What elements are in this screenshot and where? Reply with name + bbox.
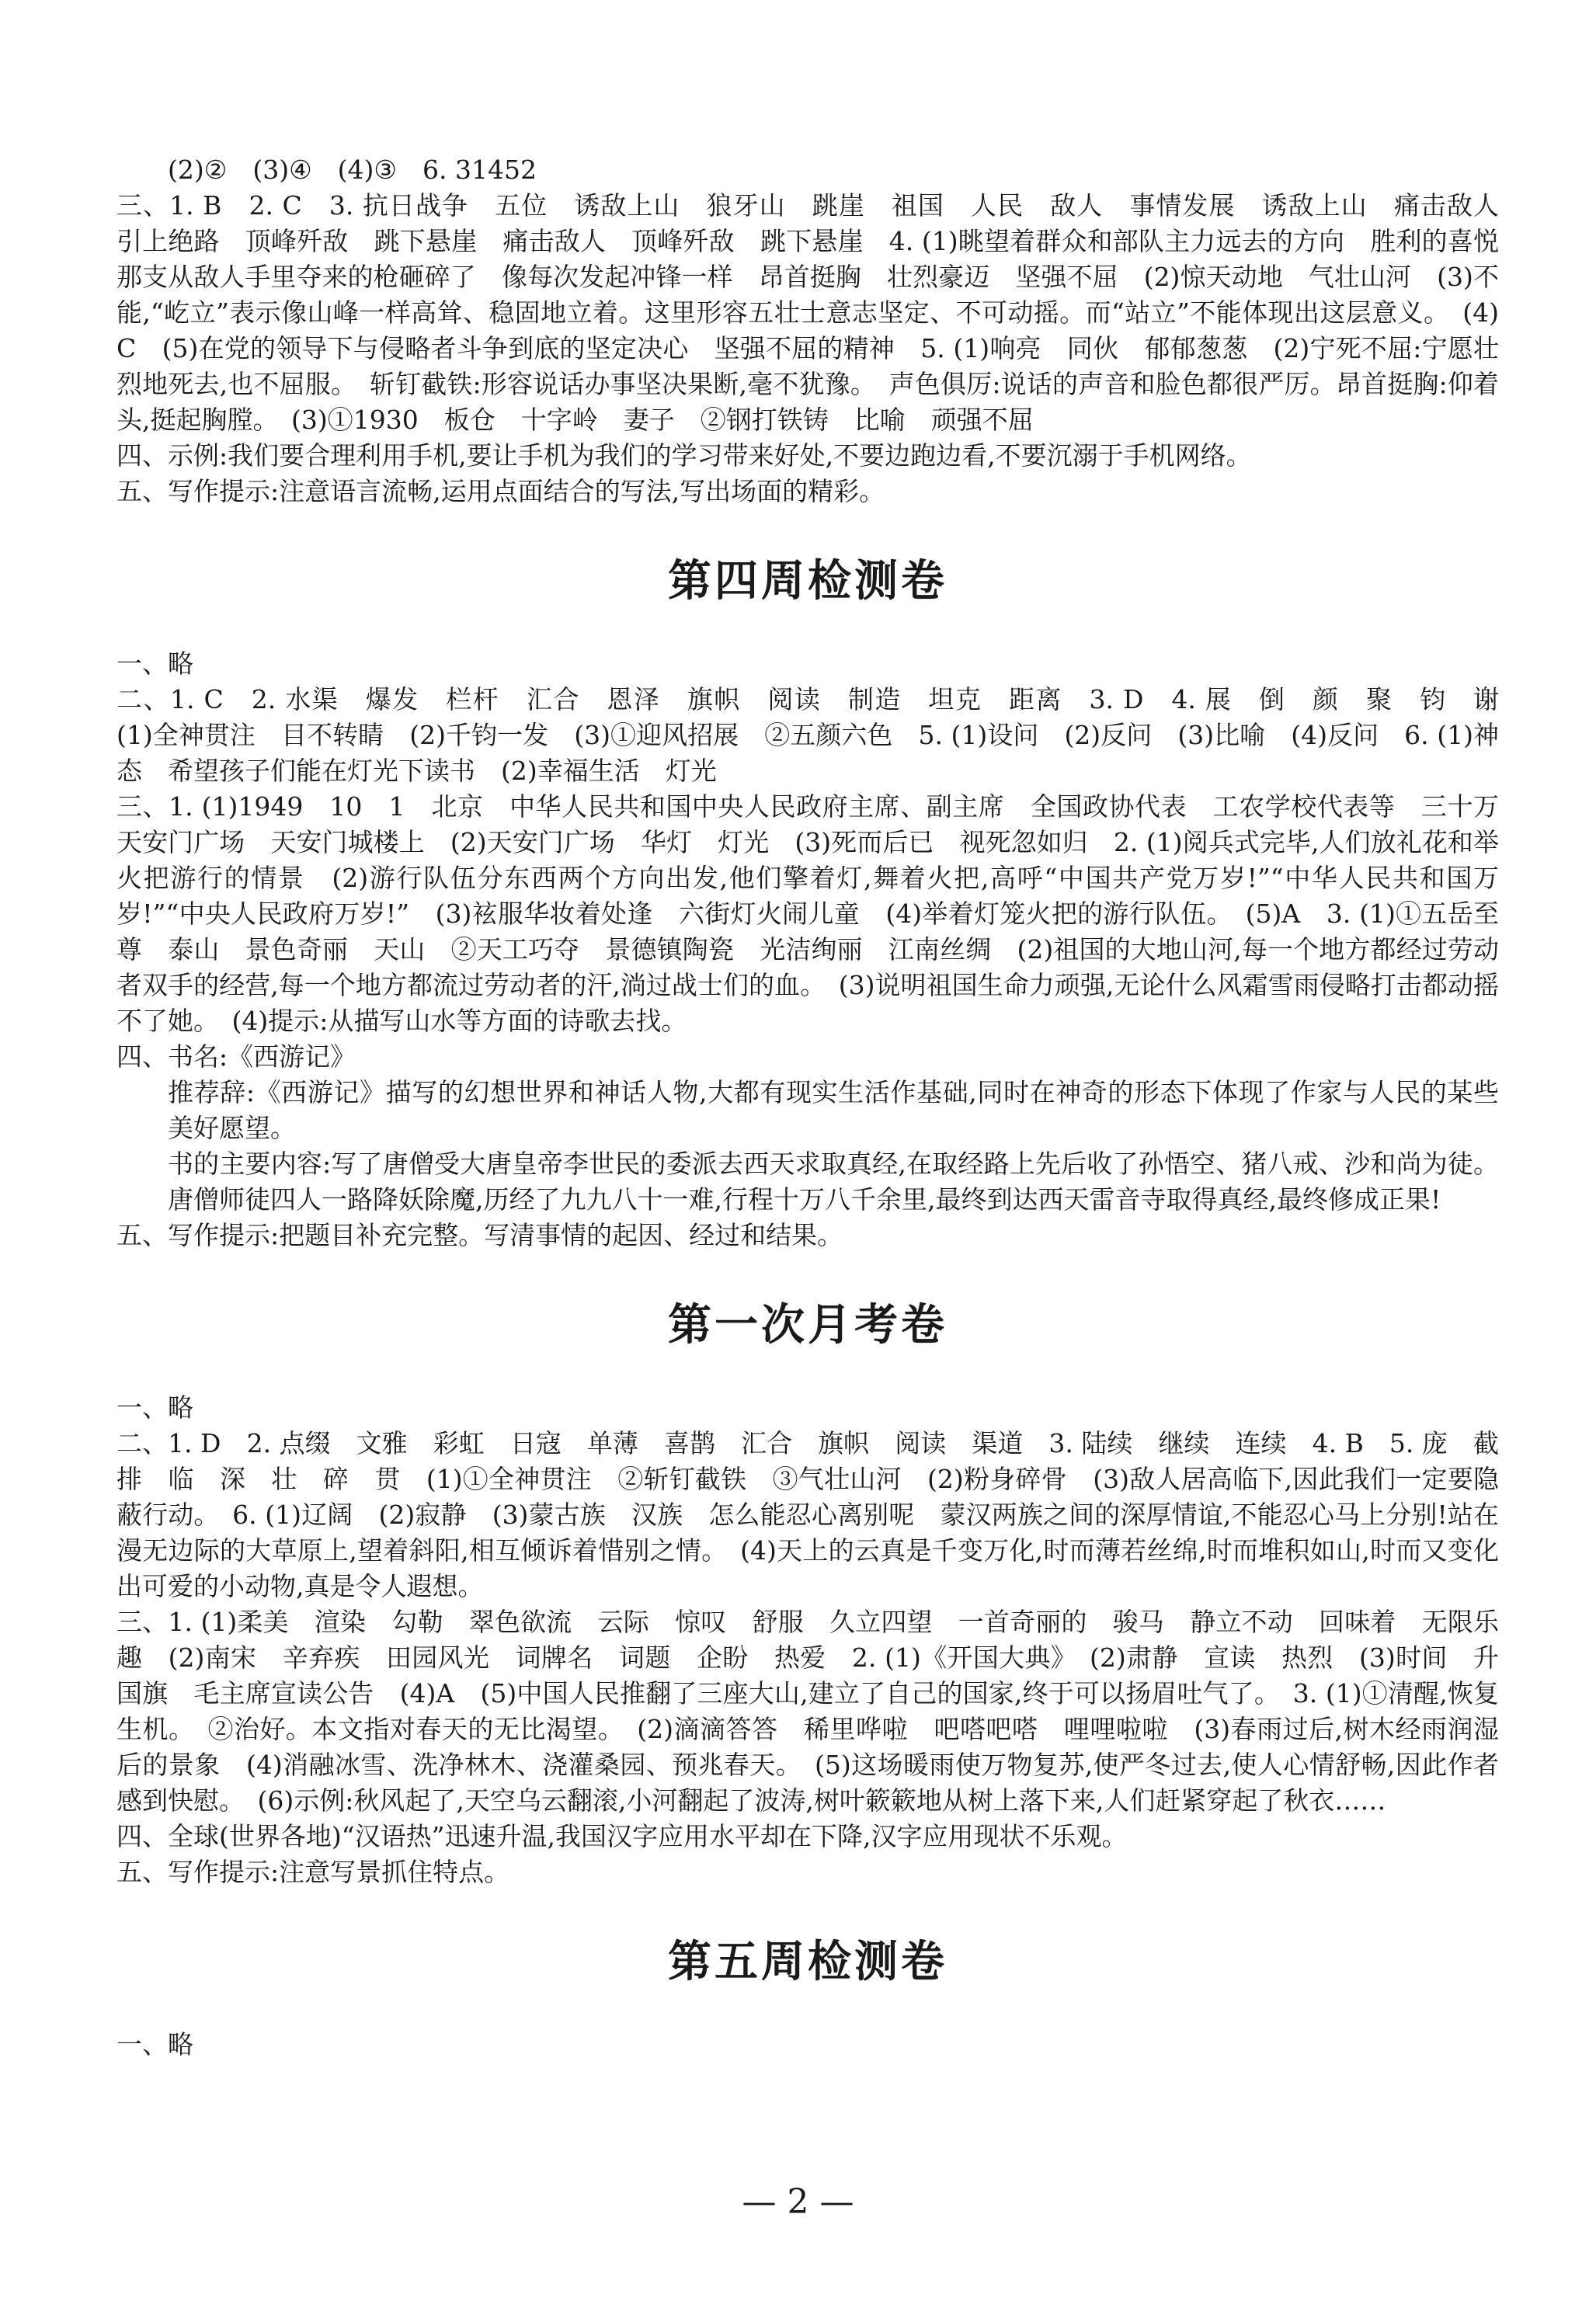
answer-section-2: 二、1. D 2. 点缀 文雅 彩虹 日寇 单薄 喜鹊 汇合 旗帜 阅读 渠道 3. 陆续 继续 连续 4. B 5. 庞 截 排 临 深 壮 碎 贯 (1)①全神贯注 ②斩钉截铁 ③气壮山河 (2)粉身碎骨 (3)敌人居高临下,因此我们一定要隐蔽行动。 6. (1)辽阔 (2)寂静 (3)蒙古族 汉族 怎么能忍心离别呢 蒙汉两族之间的深厚情谊,不能忍心马上分别!站在漫无边际的大草原上,望着斜阳,相互倾诉着惜别之情。 (4)天上的云真是千变万化,时而薄若丝绵,时而堆积如山,时而又变化出可爱的小动物,真是令人遐想。 <box>116 1428 1525 1601</box>
answer-section-4: 四、示例:我们要合理利用手机,要让手机为我们的学习带来好处,不要边跑边看,不要沉溺于手机网络。 <box>116 440 1252 471</box>
answer-line-q5-cont: (2)② (3)④ (4)③ 6. 31452 <box>168 155 537 185</box>
section-heading-week5: 第五周检测卷 <box>668 1936 948 1987</box>
answer-section-1: 一、略 <box>116 1392 193 1423</box>
answer-section-4: 四、全球(世界各地)“汉语热”迅速升温,我国汉字应用水平却在下降,汉字应用现状不乐观。 <box>116 1821 1128 1851</box>
answer-section-5: 五、写作提示:把题目补充完整。写清事情的起因、经过和结果。 <box>116 1220 843 1250</box>
answer-section-3: 三、1. B 2. C 3. 抗日战争 五位 诱敌上山 狼牙山 跳崖 祖国 人民 敌人 事情发展 诱敌上山 痛击敌人 引上绝路 顶峰歼敌 跳下悬崖 痛击敌人 顶峰歼敌 跳下悬崖 4. (1)眺望着群众和部队主力远去的方向 胜利的喜悦 那支从敌人手里夺来的枪砸碎了 像每次发起冲锋一样 昂首挺胸 壮烈豪迈 坚强不屈 (2)惊天动地 气壮山河 (3)不能,“屹立”表示像山峰一样高耸、稳固地立着。这里形容五壮士意志坚定、不可动摇。而“站立”不能体现出这层意义。 (4)C (5)在党的领导下与侵略者斗争到底的坚定决心 坚强不屈的精神 5. (1)响亮 同伙 郁郁葱葱 (2)宁死不屈:宁愿壮烈地死去,也不屈服。 斩钉截铁:形容说话办事坚决果断,毫不犹豫。 声色俱厉:说话的声音和脸色都很严厉。昂首挺胸:仰着头,挺起胸膛。 (3)①1930 板仓 十字岭 妻子 ②钢打铁铸 比喻 顽强不屈 <box>116 190 1525 435</box>
section-heading-monthly-exam-1: 第一次月考卷 <box>668 1299 948 1350</box>
section-heading-week4: 第四周检测卷 <box>668 555 948 607</box>
answer-book-summary: 书的主要内容:写了唐僧受大唐皇帝李世民的委派去西天求取真经,在取经路上先后收了孙悟空、猪八戒、沙和尚为徒。唐僧师徒四人一路降妖除魔,历经了九九八十一难,行程十万八千余里,最终到达西天雷音寺取得真经,最终修成正果! <box>168 1149 1499 1215</box>
page-number: — 2 — <box>742 2182 854 2222</box>
answer-section-5: 五、写作提示:注意语言流畅,运用点面结合的写法,写出场面的精彩。 <box>116 476 885 506</box>
answer-section-1: 一、略 <box>116 2029 193 2059</box>
answer-section-5: 五、写作提示:注意写景抓住特点。 <box>116 1857 510 1887</box>
answer-section-4-book: 四、书名:《西游记》 <box>116 1041 356 1072</box>
answer-section-1: 一、略 <box>116 648 193 679</box>
answer-section-2: 二、1. C 2. 水渠 爆发 栏杆 汇合 恩泽 旗帜 阅读 制造 坦克 距离 3. D 4. 展 倒 颜 聚 钧 谢 (1)全神贯注 目不转睛 (2)千钧一发 (3)①迎风招展 ②五颜六色 5. (1)设问 (2)反问 (3)比喻 (4)反问 6. (1)神态 希望孩子们能在灯光下读书 (2)幸福生活 灯光 <box>116 684 1525 786</box>
answer-section-3: 三、1. (1)1949 10 1 北京 中华人民共和国中央人民政府主席、副主席 全国政协代表 工农学校代表等 三十万 天安门广场 天安门城楼上 (2)天安门广场 华灯 灯光 (3)死而后已 视死忽如归 2. (1)阅兵式完毕,人们放礼花和举火把游行的情景 (2)游行队伍分东西两个方向出发,他们擎着灯,舞着火把,高呼“中国共产党万岁!”“中华人民共和国万岁!”“中央人民政府万岁!” (3)袨服华妆着处逢 六街灯火闹儿童 (4)举着灯笼火把的游行队伍。 (5)A 3. (1)①五岳至尊 泰山 景色奇丽 天山 ②天工巧夺 景德镇陶瓷 光洁绚丽 江南丝绸 (2)祖国的大地山河,每一个地方都经过劳动者双手的经营,每一个地方都流过劳动者的汗,淌过战士们的血。 (3)说明祖国生命力顽强,无论什么风霜雪雨侵略打击都动摇不了她。 (4)提示:从描写山水等方面的诗歌去找。 <box>116 791 1525 1036</box>
answer-recommendation: 推荐辞:《西游记》描写的幻想世界和神话人物,大都有现实生活作基础,同时在神奇的形态下体现了作家与人民的某些美好愿望。 <box>168 1077 1499 1143</box>
answer-section-3: 三、1. (1)柔美 渲染 勾勒 翠色欲流 云际 惊叹 舒服 久立四望 一首奇丽的 骏马 静立不动 回味着 无限乐趣 (2)南宋 辛弃疾 田园风光 词牌名 词题 企盼 热爱 2. (1)《开国大典》 (2)肃静 宣读 热烈 (3)时间 升国旗 毛主席宣读公告 (4)A (5)中国人民推翻了三座大山,建立了自己的国家,终于可以扬眉吐气了。 3. (1)①清醒,恢复生机。 ②治好。本文指对春天的无比渴望。 (2)滴滴答答 稀里哗啦 吧嗒吧嗒 哩哩啦啦 (3)春雨过后,树木经雨润湿后的景象 (4)消融冰雪、洗净林木、浇灌桑园、预兆春天。 (5)这场暖雨使万物复苏,使严冬过去,使人心情舒畅,因此作者感到快慰。 (6)示例:秋风起了,天空乌云翻滚,小河翻起了波涛,树叶簌簌地从树上落下来,人们赶紧穿起了秋衣…… <box>116 1607 1499 1816</box>
page-content <box>116 152 1525 2063</box>
